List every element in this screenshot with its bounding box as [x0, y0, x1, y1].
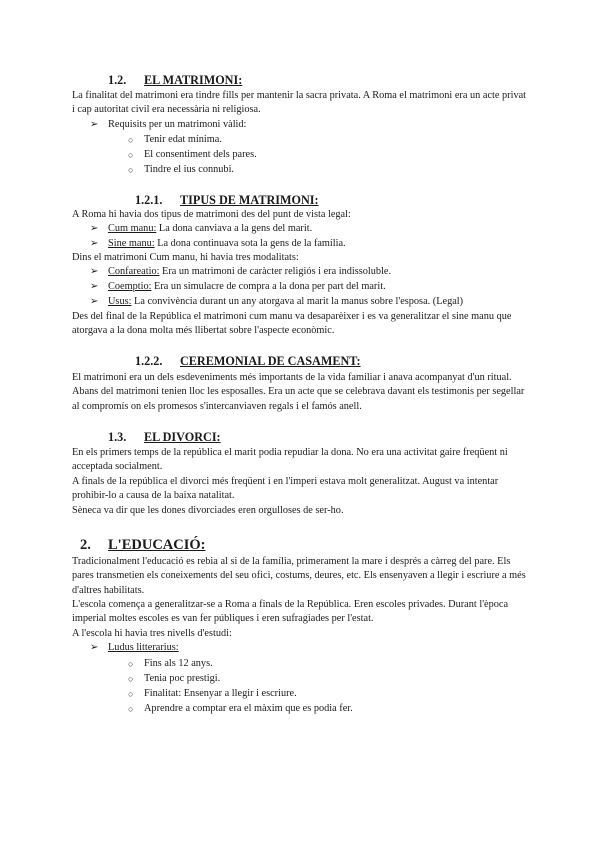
arrow-bullet-icon: ➢: [90, 281, 99, 292]
arrow-bullet-icon: ➢: [90, 266, 99, 277]
paragraph-tipus-outro: Des del final de la República el matrimoni cum manu va desaparèixer i es va generalitzar el sine manu que atorgava a la dona molta més llibertat sobre l'aspecte econòmic.: [72, 311, 512, 337]
heading-1-3: [108, 430, 221, 445]
list-item: Tenir edat mínima.: [144, 134, 222, 145]
heading-title: CEREMONIAL DE CASAMENT:: [180, 354, 361, 368]
heading-number: 1.2.1.: [135, 193, 163, 207]
circle-bullet-icon: ○: [128, 150, 134, 160]
list-item-requisits: Requisits per un matrimoni vàlid:: [108, 119, 247, 130]
heading-title: TIPUS DE MATRIMONI:: [180, 193, 319, 207]
paragraph-educacio-1: Tradicionalment l'educació es rebia al si de la família, primerament la mare i després a càrreg del pare. Els pares transmetien els coneixements del seu ofici, costums, deures, etc. Els ensenyaven a llegir i escriure a més d'altres habilitats.: [72, 556, 526, 596]
list-item: Aprendre a comptar era el màxim que es podia fer.: [144, 703, 353, 714]
heading-number: 1.2.: [108, 73, 127, 87]
arrow-bullet-icon: ➢: [90, 119, 99, 130]
heading-2: [80, 536, 205, 554]
heading-1-2: [108, 73, 242, 88]
paragraph-divorci-1: En els primers temps de la república el marit podia repudiar la dona. No era una activitat gaire freqüent ni acceptada socialment.: [72, 447, 508, 473]
paragraph-matrimoni-intro: La finalitat del matrimoni era tindre fills per mantenir la sacra privata. A Roma el matrimoni era un acte privat i cap autoritat civil era necessària ni religiosa.: [72, 90, 527, 116]
paragraph-tipus-intro: A Roma hi havia dos tipus de matrimoni des del punt de vista legal:: [72, 209, 351, 220]
heading-number: 1.2.2.: [135, 354, 163, 368]
list-item: Fins als 12 anys.: [144, 658, 213, 669]
heading-1-2-1: [135, 193, 319, 208]
arrow-bullet-icon: ➢: [90, 296, 99, 307]
paragraph-educacio-3: A l'escola hi havia tres nivells d'estudi:: [72, 628, 232, 639]
heading-number: 2.: [80, 537, 91, 553]
arrow-bullet-icon: ➢: [90, 238, 99, 249]
circle-bullet-icon: ○: [128, 674, 134, 684]
heading-number: 1.3.: [108, 430, 127, 444]
paragraph-divorci-3: Sèneca va dir que les dones divorciades eren orgulloses de ser-ho.: [72, 505, 344, 516]
paragraph-ceremonial: El matrimoni era un dels esdeveniments més importants de la vida familiar i anava acompanyat d'un ritual. Abans del matrimoni tenien lloc les esposalles. Era un acte que se celebrava davant els testimonis per segellar al compromís on els promesos s'intercanviaven regals i el famós anell.: [72, 372, 525, 412]
circle-bullet-icon: ○: [128, 689, 134, 699]
circle-bullet-icon: ○: [128, 135, 134, 145]
list-item-sine-manu: Sine manu: La dona continuava sota la gens de la família.: [108, 238, 346, 249]
list-item-confareatio: Confareatio: Era un matrimoni de caràcter religiós i era indissoluble.: [108, 266, 392, 277]
arrow-bullet-icon: ➢: [90, 223, 99, 234]
list-item-cum-manu: Cum manu: La dona canviava a la gens del marit.: [108, 223, 313, 234]
list-item-ludus: Ludus litterarius:: [108, 642, 179, 653]
list-item: Tindre el ius connubi.: [144, 164, 235, 175]
heading-title: L'EDUCACIÓ:: [108, 537, 206, 553]
heading-1-2-2: [135, 354, 361, 369]
paragraph-divorci-2: A finals de la república el divorci més freqüent i en l'imperi estava molt generalitzat. August va intentar prohibir-lo a causa de la baixa natalitat.: [72, 476, 499, 502]
circle-bullet-icon: ○: [128, 165, 134, 175]
paragraph-dins: Dins el matrimoni Cum manu, hi havia tres modalitats:: [72, 252, 299, 263]
heading-title: EL DIVORCI:: [144, 430, 221, 444]
list-item: Finalitat: Ensenyar a llegir i escriure.: [144, 688, 297, 699]
circle-bullet-icon: ○: [128, 659, 134, 669]
list-item: Tenia poc prestigi.: [144, 673, 221, 684]
list-item-coemptio: Coemptio: Era un simulacre de compra a la dona per part del marit.: [108, 281, 386, 292]
arrow-bullet-icon: ➢: [90, 642, 99, 653]
heading-title: EL MATRIMONI:: [144, 73, 243, 87]
list-item: El consentiment dels pares.: [144, 149, 257, 160]
paragraph-educacio-2: L'escola comença a generalitzar-se a Roma a finals de la República. Eren escoles privades. Durant l'època imperial moltes escoles es van fer públiques i eren sufragiades per l'estat.: [72, 599, 509, 625]
list-item-usus: Usus: La convivència durant un any atorgava al marit la manus sobre l'esposa. (Legal): [108, 296, 464, 307]
circle-bullet-icon: ○: [128, 704, 134, 714]
